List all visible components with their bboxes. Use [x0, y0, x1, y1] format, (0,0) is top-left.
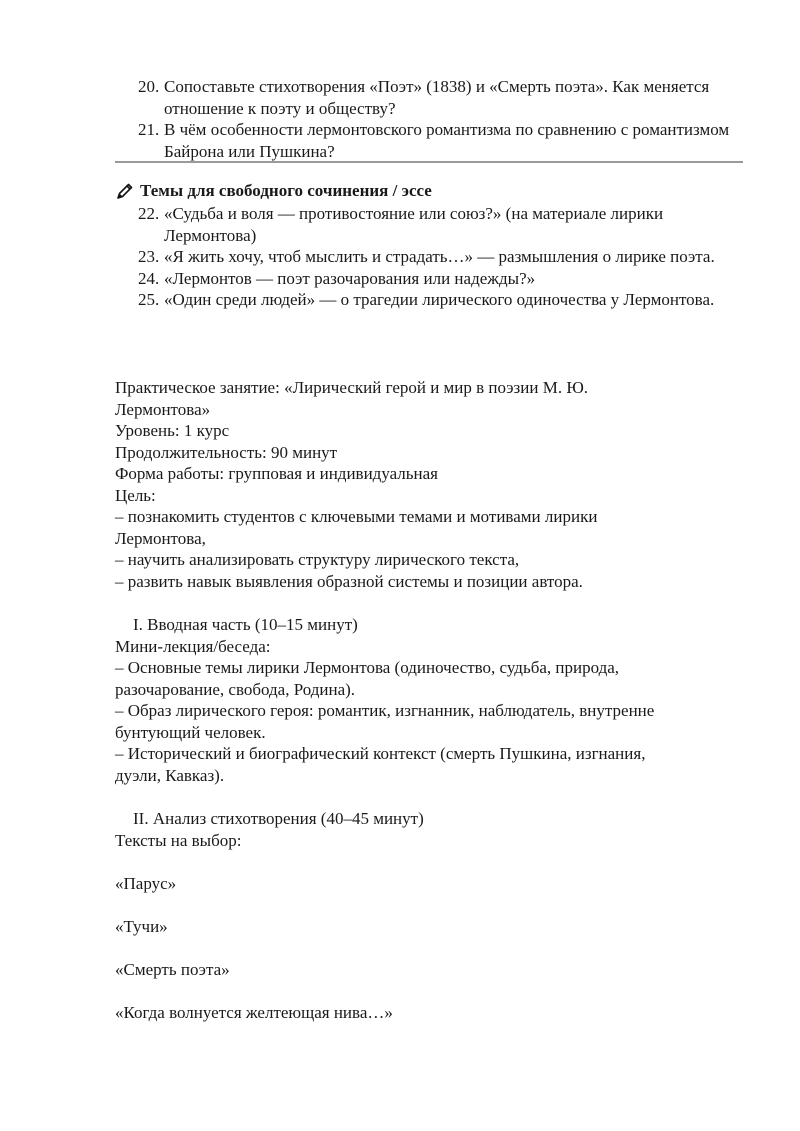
item-text: «Лермонтов — поэт разочарования или надежды?» [164, 268, 536, 288]
list-item [138, 268, 738, 290]
part-one-block [115, 614, 735, 786]
item-number: 23. [138, 247, 160, 266]
pencil-icon [115, 181, 135, 201]
part-one-line: дуэли, Кавказ). [115, 765, 225, 785]
lesson-form: Форма работы: групповая и индивидуальная [115, 464, 438, 483]
item-text: «Один среди людей» — о трагедии лирического одиночества у Лермонтова. [164, 290, 715, 309]
list-item [138, 119, 738, 162]
essay-heading [115, 180, 432, 202]
part-one-line: – Основные темы лирики Лермонтова (одиночество, судьба, природа, [115, 658, 620, 677]
text-choice: «Тучи» [115, 917, 168, 936]
text-choice: «Когда волнуется желтеющая нива…» [115, 1003, 393, 1022]
lesson-goal-line: – научить анализировать структуру лирического текста, [115, 550, 520, 569]
item-number: 20. [138, 77, 160, 96]
lesson-goal-label: Цель: [115, 485, 156, 505]
part-one-line: Мини-лекция/беседа: [115, 636, 271, 656]
list-item [138, 246, 738, 268]
item-text: Сопоставьте стихотворения «Поэт» (1838) и «Смерть поэта». Как меняется отношение к поэту и обществу? [164, 77, 710, 118]
essay-heading-text: Темы для свободного сочинения / эссе [140, 181, 432, 200]
item-number: 21. [138, 120, 160, 139]
list-item [138, 289, 738, 311]
list-item [138, 76, 738, 119]
text-choice: «Парус» [115, 874, 177, 893]
part-two-heading: II. Анализ стихотворения (40–45 минут) [133, 809, 424, 828]
lesson-level: Уровень: 1 курс [115, 421, 230, 440]
question-list [138, 76, 738, 162]
part-one-heading: I. Вводная часть (10–15 минут) [133, 615, 358, 634]
part-one-line: разочарование, свобода, Родина). [115, 679, 356, 699]
essay-list [138, 203, 738, 311]
part-two-intro: Тексты на выбор: [115, 830, 242, 850]
lesson-title-line: Практическое занятие: «Лирический герой и мир в поэзии М. Ю. [115, 378, 589, 397]
item-text: «Я жить хочу, чтоб мыслить и страдать…» — размышления о лирике поэта. [164, 247, 715, 266]
horizontal-divider [115, 161, 743, 163]
item-number: 24. [138, 268, 160, 288]
lesson-block [115, 377, 735, 592]
lesson-goal-line: Лермонтова, [115, 528, 206, 548]
part-one-line: – Исторический и биографический контекст (смерть Пушкина, изгнания, [115, 744, 646, 763]
part-one-line: – Образ лирического героя: романтик, изгнанник, наблюдатель, внутренне [115, 701, 655, 720]
lesson-goal-line: – развить навык выявления образной системы и позиции автора. [115, 571, 583, 591]
item-text: «Судьба и воля — противостояние или союз?» (на материале лирики Лермонтова) [164, 204, 664, 245]
lesson-title-line: Лермонтова» [115, 399, 211, 419]
lesson-goal-line: – познакомить студентов с ключевыми темами и мотивами лирики [115, 507, 598, 526]
list-item [138, 203, 738, 246]
item-number: 22. [138, 204, 160, 223]
lesson-duration: Продолжительность: 90 минут [115, 442, 338, 462]
item-number: 25. [138, 290, 160, 309]
part-two-block [115, 808, 735, 851]
text-choice: «Смерть поэта» [115, 960, 230, 979]
part-one-line: бунтующий человек. [115, 722, 266, 742]
item-text: В чём особенности лермонтовского романтизма по сравнению с романтизмом Байрона или Пушкина? [164, 120, 730, 161]
